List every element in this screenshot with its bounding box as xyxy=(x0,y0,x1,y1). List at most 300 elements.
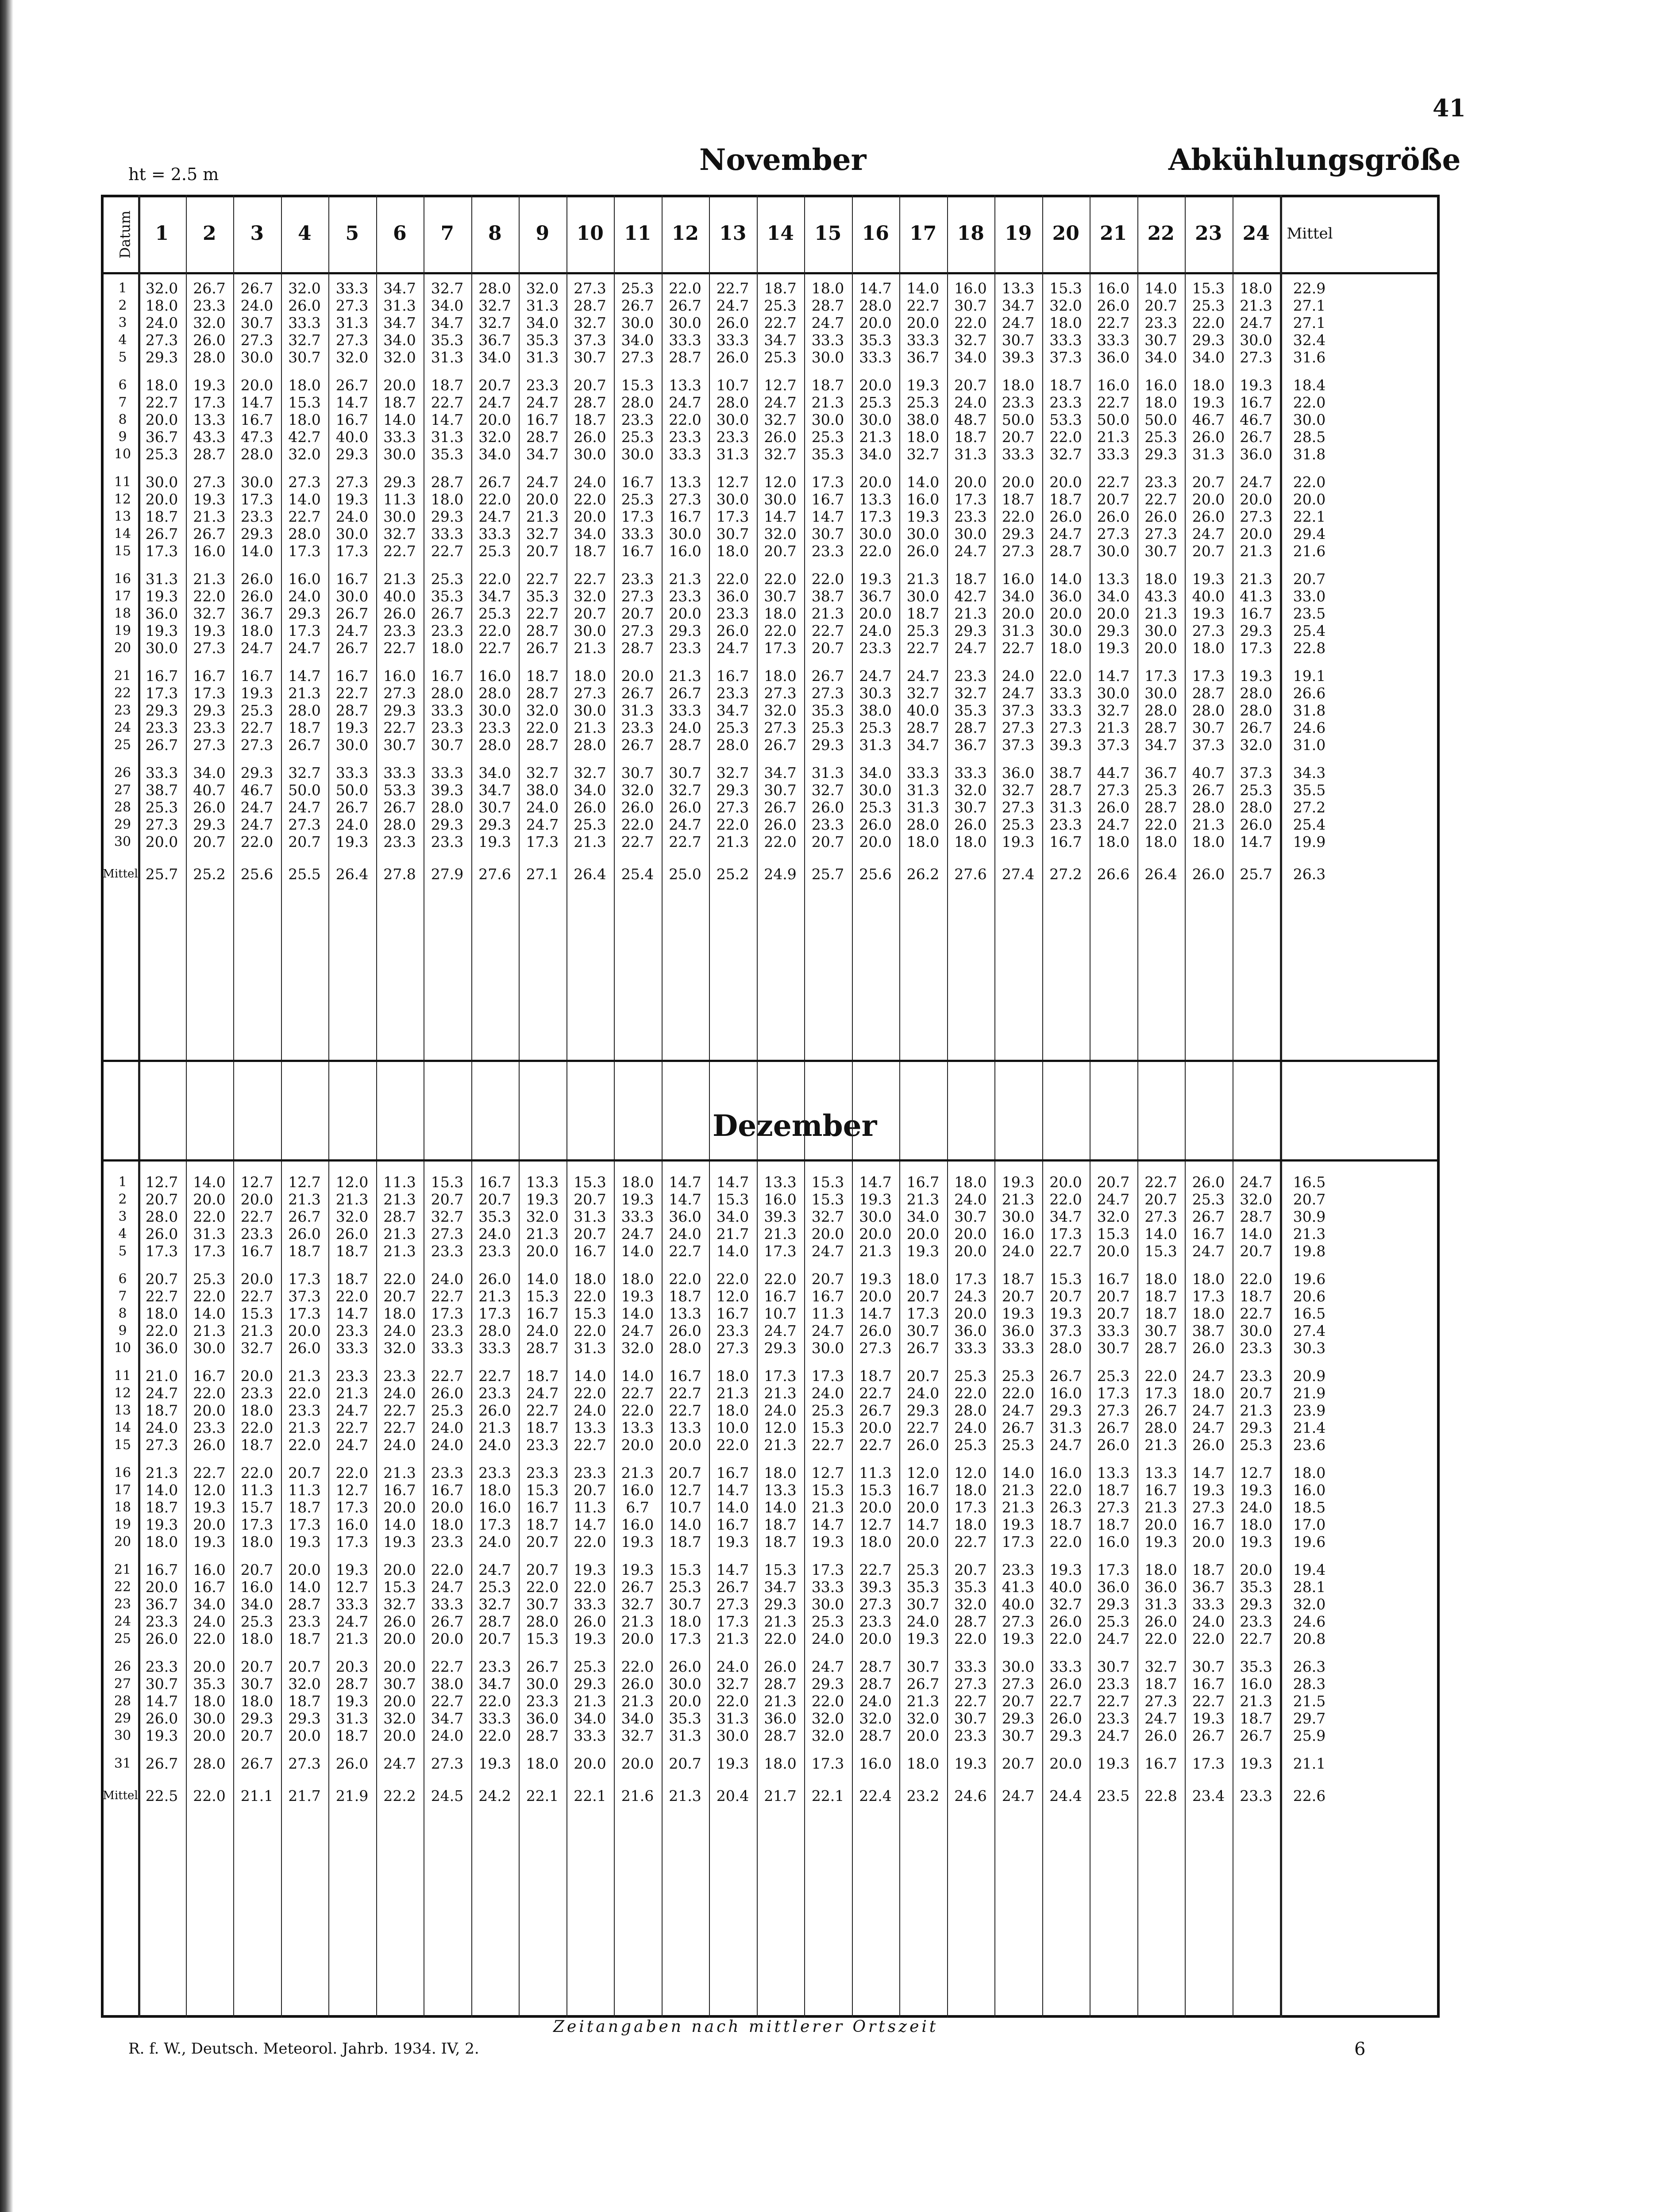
dezember-cell: 14.7 xyxy=(859,1305,892,1322)
dezember-cell: 20.7 xyxy=(478,1630,511,1647)
november-cell: 18.0 xyxy=(145,377,178,394)
november-cell: 36.7 xyxy=(859,588,892,605)
november-cell: 31.3 xyxy=(1049,799,1082,816)
november-cell: 38.7 xyxy=(145,781,178,799)
dezember-cell: 24.7 xyxy=(1192,1402,1225,1419)
dezember-cell: 27.3 xyxy=(1002,1675,1035,1693)
dezember-cell: 21.0 xyxy=(145,1367,178,1385)
dezember-cell: 32.0 xyxy=(1097,1208,1130,1225)
dezember-cell: 22.0 xyxy=(764,1630,797,1647)
november-cell: 28.7 xyxy=(1049,781,1082,799)
november-cell: 31.3 xyxy=(906,799,940,816)
dezember-cell: 32.0 xyxy=(859,1710,892,1727)
dezember-cell: 36.0 xyxy=(764,1710,797,1727)
dezember-cell: 20.7 xyxy=(1002,1288,1035,1305)
dezember-cell: 15.3 xyxy=(811,1191,844,1208)
dezember-cell: 28.0 xyxy=(478,1322,511,1339)
dezember-cell: 19.3 xyxy=(859,1191,892,1208)
november-mittel-cell: 26.4 xyxy=(574,866,606,883)
dezember-cell: 20.0 xyxy=(906,1499,940,1516)
november-cell: 33.3 xyxy=(478,525,511,542)
dezember-cell: 15.7 xyxy=(240,1499,274,1516)
dezember-cell: 15.3 xyxy=(811,1481,844,1499)
dezember-mittel-cell: 24.5 xyxy=(431,1787,464,1804)
november-row-mittel: 31.0 xyxy=(1293,736,1326,754)
column-divider xyxy=(757,195,758,2018)
dezember-cell: 15.3 xyxy=(431,1173,464,1191)
dezember-cell: 24.0 xyxy=(574,1402,606,1419)
dezember-cell: 33.3 xyxy=(621,1208,654,1225)
dezember-cell: 30.0 xyxy=(811,1596,844,1613)
dezember-cell: 18.0 xyxy=(621,1270,654,1288)
dezember-cell: 14.0 xyxy=(288,1578,321,1596)
november-cell: 26.0 xyxy=(1097,508,1130,525)
dezember-cell: 16.0 xyxy=(1240,1675,1272,1693)
november-day-label: 21 xyxy=(114,668,131,684)
dezember-cell: 17.3 xyxy=(1002,1533,1035,1550)
november-cell: 18.0 xyxy=(906,428,940,446)
november-cell: 14.0 xyxy=(1049,570,1082,588)
dezember-cell: 26.0 xyxy=(1192,1339,1225,1357)
november-cell: 28.7 xyxy=(574,297,606,314)
november-cell: 33.3 xyxy=(1097,331,1130,349)
dezember-cell: 35.3 xyxy=(1240,1578,1272,1596)
november-cell: 28.0 xyxy=(1192,702,1225,719)
dezember-cell: 20.3 xyxy=(335,1658,369,1675)
november-cell: 22.7 xyxy=(906,639,940,657)
november-cell: 30.7 xyxy=(669,764,701,781)
dezember-cell: 24.0 xyxy=(383,1436,416,1454)
november-day-label: 25 xyxy=(114,737,131,753)
column-divider xyxy=(899,195,900,2018)
november-cell: 33.3 xyxy=(669,446,701,463)
november-cell: 28.7 xyxy=(1192,685,1225,702)
dezember-cell: 14.7 xyxy=(716,1173,749,1191)
november-cell: 29.3 xyxy=(954,622,987,639)
dezember-cell: 19.3 xyxy=(335,1693,369,1710)
november-mittel-cell: 25.7 xyxy=(145,866,178,883)
november-cell: 30.0 xyxy=(716,411,749,428)
november-cell: 16.7 xyxy=(669,508,701,525)
november-cell: 27.3 xyxy=(574,280,606,297)
november-cell: 26.0 xyxy=(383,605,416,622)
november-cell: 30.7 xyxy=(240,314,274,331)
november-day-label: 1 xyxy=(118,281,127,296)
november-cell: 50.0 xyxy=(288,781,321,799)
dezember-row-mittel: 24.6 xyxy=(1293,1613,1326,1630)
dezember-cell: 20.0 xyxy=(193,1516,226,1533)
dezember-cell: 36.7 xyxy=(145,1596,178,1613)
dezember-cell: 16.7 xyxy=(574,1243,606,1260)
november-cell: 30.7 xyxy=(764,588,797,605)
november-cell: 23.3 xyxy=(383,833,416,850)
dezember-mittel-cell: 20.4 xyxy=(716,1787,749,1804)
november-cell: 32.0 xyxy=(478,428,511,446)
november-mittel-cell: 27.8 xyxy=(383,866,416,883)
november-cell: 22.7 xyxy=(526,570,559,588)
dezember-row-mittel: 28.1 xyxy=(1293,1578,1326,1596)
november-cell: 27.3 xyxy=(811,685,844,702)
november-cell: 28.0 xyxy=(1240,702,1272,719)
dezember-cell: 12.0 xyxy=(764,1419,797,1436)
november-cell: 24.0 xyxy=(669,719,701,736)
november-cell: 35.3 xyxy=(526,331,559,349)
dezember-cell: 14.0 xyxy=(621,1305,654,1322)
dezember-cell: 27.3 xyxy=(954,1675,987,1693)
dezember-cell: 19.3 xyxy=(335,1561,369,1578)
dezember-cell: 33.3 xyxy=(335,1596,369,1613)
november-row-mittel: 21.6 xyxy=(1293,542,1326,560)
november-cell: 34.7 xyxy=(1002,297,1035,314)
november-cell: 14.7 xyxy=(240,394,274,411)
november-cell: 22.0 xyxy=(1049,428,1082,446)
november-cell: 20.7 xyxy=(193,833,226,850)
november-cell: 40.0 xyxy=(906,702,940,719)
november-cell: 28.0 xyxy=(1192,799,1225,816)
dezember-cell: 28.0 xyxy=(1049,1339,1082,1357)
november-cell: 24.0 xyxy=(526,799,559,816)
column-divider xyxy=(1185,195,1186,2018)
dezember-cell: 14.0 xyxy=(574,1367,606,1385)
november-cell: 24.7 xyxy=(1240,473,1272,491)
november-cell: 37.3 xyxy=(1097,736,1130,754)
november-cell: 28.0 xyxy=(716,736,749,754)
november-cell: 22.0 xyxy=(621,816,654,833)
dezember-cell: 17.3 xyxy=(478,1305,511,1322)
november-cell: 23.3 xyxy=(431,622,464,639)
dezember-cell: 26.3 xyxy=(1049,1499,1082,1516)
november-cell: 30.0 xyxy=(859,411,892,428)
november-row-mittel: 26.6 xyxy=(1293,685,1326,702)
dezember-cell: 24.0 xyxy=(764,1402,797,1419)
dezember-cell: 18.7 xyxy=(1144,1675,1177,1693)
dezember-cell: 15.3 xyxy=(574,1305,606,1322)
dezember-cell: 21.3 xyxy=(716,1385,749,1402)
november-cell: 30.0 xyxy=(669,525,701,542)
november-cell: 21.3 xyxy=(716,833,749,850)
dezember-cell: 26.0 xyxy=(335,1225,369,1243)
november-cell: 19.3 xyxy=(335,719,369,736)
dezember-cell: 19.3 xyxy=(1144,1533,1177,1550)
dezember-cell: 16.0 xyxy=(764,1191,797,1208)
dezember-cell: 27.3 xyxy=(1192,1499,1225,1516)
dezember-cell: 16.7 xyxy=(764,1288,797,1305)
november-cell: 20.7 xyxy=(1144,297,1177,314)
dezember-cell: 28.7 xyxy=(764,1675,797,1693)
dezember-cell: 17.3 xyxy=(1097,1385,1130,1402)
dezember-cell: 19.3 xyxy=(1049,1561,1082,1578)
november-cell: 28.7 xyxy=(1144,719,1177,736)
november-cell: 23.3 xyxy=(954,667,987,685)
dezember-cell: 22.7 xyxy=(1049,1693,1082,1710)
dezember-cell: 32.7 xyxy=(431,1208,464,1225)
dezember-day-label: 2 xyxy=(118,1192,127,1207)
november-cell: 14.7 xyxy=(859,280,892,297)
november-cell: 40.0 xyxy=(1192,588,1225,605)
november-cell: 32.0 xyxy=(383,349,416,366)
november-cell: 29.3 xyxy=(145,349,178,366)
november-cell: 27.3 xyxy=(1097,781,1130,799)
dezember-cell: 23.3 xyxy=(431,1533,464,1550)
dezember-cell: 24.0 xyxy=(478,1533,511,1550)
november-cell: 26.0 xyxy=(764,428,797,446)
dezember-cell: 14.0 xyxy=(716,1499,749,1516)
november-cell: 32.7 xyxy=(764,446,797,463)
november-cell: 26.0 xyxy=(1097,297,1130,314)
dezember-cell: 14.0 xyxy=(716,1243,749,1260)
dezember-cell: 25.3 xyxy=(1240,1436,1272,1454)
header-hour-4: 4 xyxy=(297,222,312,245)
november-cell: 22.0 xyxy=(764,833,797,850)
dezember-cell: 20.7 xyxy=(145,1270,178,1288)
november-cell: 26.0 xyxy=(574,799,606,816)
november-cell: 35.3 xyxy=(431,588,464,605)
november-cell: 15.3 xyxy=(1049,280,1082,297)
november-cell: 28.0 xyxy=(574,736,606,754)
november-cell: 26.7 xyxy=(335,639,369,657)
november-cell: 14.0 xyxy=(288,491,321,508)
november-mittel-cell: 25.6 xyxy=(859,866,892,883)
november-cell: 20.0 xyxy=(1002,473,1035,491)
november-cell: 23.3 xyxy=(811,542,844,560)
november-cell: 26.7 xyxy=(1192,781,1225,799)
november-cell: 24.0 xyxy=(859,622,892,639)
dezember-cell: 20.7 xyxy=(526,1561,559,1578)
dezember-cell: 25.3 xyxy=(574,1658,606,1675)
dezember-cell: 24.7 xyxy=(145,1385,178,1402)
november-cell: 30.0 xyxy=(574,702,606,719)
dezember-cell: 27.3 xyxy=(1002,1613,1035,1630)
dezember-cell: 21.3 xyxy=(288,1419,321,1436)
november-mittel-cell: 25.2 xyxy=(716,866,749,883)
november-cell: 12.7 xyxy=(764,377,797,394)
dezember-cell: 30.0 xyxy=(193,1710,226,1727)
dezember-mittel-cell: 22.1 xyxy=(811,1787,844,1804)
dezember-cell: 19.3 xyxy=(1049,1305,1082,1322)
november-cell: 38.0 xyxy=(906,411,940,428)
november-cell: 20.7 xyxy=(1192,473,1225,491)
november-cell: 25.3 xyxy=(1002,816,1035,833)
dezember-cell: 13.3 xyxy=(764,1481,797,1499)
november-cell: 26.0 xyxy=(193,799,226,816)
november-cell: 20.7 xyxy=(288,833,321,850)
dezember-cell: 22.0 xyxy=(1240,1270,1272,1288)
november-cell: 34.0 xyxy=(954,349,987,366)
november-cell: 17.3 xyxy=(1144,667,1177,685)
november-cell: 30.0 xyxy=(574,446,606,463)
dezember-cell: 20.0 xyxy=(859,1419,892,1436)
november-cell: 34.0 xyxy=(574,781,606,799)
november-cell: 32.7 xyxy=(764,411,797,428)
november-cell: 33.3 xyxy=(431,764,464,781)
november-cell: 23.3 xyxy=(1049,816,1082,833)
dezember-cell: 18.7 xyxy=(669,1288,701,1305)
dezember-cell: 26.0 xyxy=(145,1225,178,1243)
dezember-cell: 32.0 xyxy=(383,1339,416,1357)
november-cell: 32.7 xyxy=(954,685,987,702)
dezember-row-mittel: 21.5 xyxy=(1293,1693,1326,1710)
november-cell: 24.7 xyxy=(716,297,749,314)
dezember-cell: 26.7 xyxy=(906,1339,940,1357)
november-cell: 22.7 xyxy=(478,639,511,657)
november-cell: 26.0 xyxy=(716,349,749,366)
november-cell: 34.7 xyxy=(431,314,464,331)
column-divider xyxy=(138,195,140,2018)
november-cell: 34.0 xyxy=(1144,349,1177,366)
dezember-cell: 22.0 xyxy=(954,1385,987,1402)
november-cell: 25.3 xyxy=(811,428,844,446)
dezember-cell: 22.0 xyxy=(240,1464,274,1481)
dezember-row-mittel: 32.0 xyxy=(1293,1596,1326,1613)
dezember-day-label: 10 xyxy=(114,1340,131,1356)
november-cell: 25.3 xyxy=(478,605,511,622)
dezember-cell: 19.3 xyxy=(1192,1710,1225,1727)
november-cell: 28.0 xyxy=(621,394,654,411)
november-cell: 11.3 xyxy=(383,491,416,508)
dezember-cell: 21.3 xyxy=(859,1243,892,1260)
dezember-cell: 22.7 xyxy=(669,1243,701,1260)
dezember-cell: 29.3 xyxy=(1097,1596,1130,1613)
november-cell: 29.3 xyxy=(478,816,511,833)
dezember-cell: 23.3 xyxy=(574,1464,606,1481)
november-cell: 24.7 xyxy=(811,314,844,331)
november-cell: 26.0 xyxy=(240,570,274,588)
november-cell: 18.0 xyxy=(1144,570,1177,588)
header-hour-16: 16 xyxy=(862,222,889,245)
november-cell: 22.0 xyxy=(478,570,511,588)
dezember-cell: 18.7 xyxy=(1192,1561,1225,1578)
dezember-cell: 24.7 xyxy=(1240,1173,1272,1191)
dezember-mittel-cell: 22.5 xyxy=(145,1787,178,1804)
november-cell: 30.7 xyxy=(1192,719,1225,736)
november-mittel-cell: 26.2 xyxy=(906,866,940,883)
november-row-mittel: 25.4 xyxy=(1293,816,1326,833)
november-cell: 30.0 xyxy=(906,588,940,605)
dezember-row-mittel: 21.3 xyxy=(1293,1225,1326,1243)
november-cell: 30.7 xyxy=(764,781,797,799)
dezember-cell: 19.3 xyxy=(478,1755,511,1772)
dezember-cell: 20.0 xyxy=(859,1499,892,1516)
dezember-cell: 21.3 xyxy=(1144,1436,1177,1454)
november-cell: 18.0 xyxy=(764,605,797,622)
dezember-cell: 22.7 xyxy=(1049,1243,1082,1260)
november-cell: 30.0 xyxy=(859,781,892,799)
november-cell: 33.3 xyxy=(335,764,369,781)
november-cell: 20.0 xyxy=(240,377,274,394)
dezember-cell: 14.0 xyxy=(193,1173,226,1191)
november-day-label: 17 xyxy=(114,589,131,604)
november-cell: 33.3 xyxy=(669,331,701,349)
november-cell: 27.3 xyxy=(1144,525,1177,542)
dezember-cell: 24.0 xyxy=(1192,1613,1225,1630)
dezember-cell: 37.3 xyxy=(1049,1322,1082,1339)
november-cell: 50.0 xyxy=(1002,411,1035,428)
dezember-cell: 31.3 xyxy=(1144,1596,1177,1613)
dezember-day-label: 3 xyxy=(118,1209,127,1224)
dezember-cell: 19.3 xyxy=(954,1755,987,1772)
november-cell: 26.0 xyxy=(1144,508,1177,525)
november-cell: 30.0 xyxy=(383,508,416,525)
november-cell: 16.0 xyxy=(1097,377,1130,394)
november-cell: 19.3 xyxy=(1240,667,1272,685)
november-cell: 28.0 xyxy=(431,685,464,702)
header-hour-14: 14 xyxy=(767,222,794,245)
dezember-cell: 12.7 xyxy=(859,1516,892,1533)
november-cell: 18.0 xyxy=(954,833,987,850)
dezember-cell: 20.0 xyxy=(906,1727,940,1744)
dezember-cell: 28.0 xyxy=(669,1339,701,1357)
november-cell: 22.0 xyxy=(1002,508,1035,525)
dezember-cell: 26.0 xyxy=(1144,1613,1177,1630)
dezember-cell: 20.0 xyxy=(621,1755,654,1772)
november-cell: 18.7 xyxy=(764,280,797,297)
dezember-mittel-total: 22.6 xyxy=(1293,1787,1326,1804)
november-cell: 32.7 xyxy=(288,764,321,781)
november-cell: 17.3 xyxy=(240,491,274,508)
dezember-cell: 20.7 xyxy=(1240,1243,1272,1260)
november-cell: 23.3 xyxy=(621,570,654,588)
november-cell: 30.3 xyxy=(859,685,892,702)
dezember-cell: 15.3 xyxy=(1049,1270,1082,1288)
dezember-cell: 24.3 xyxy=(954,1288,987,1305)
november-cell: 22.7 xyxy=(526,605,559,622)
november-cell: 23.3 xyxy=(1002,394,1035,411)
column-divider xyxy=(328,195,329,2018)
november-cell: 14.0 xyxy=(1144,280,1177,297)
november-cell: 28.0 xyxy=(1240,685,1272,702)
november-cell: 34.7 xyxy=(1144,736,1177,754)
november-cell: 23.3 xyxy=(240,508,274,525)
dezember-cell: 18.7 xyxy=(1002,1270,1035,1288)
november-row-mittel: 22.0 xyxy=(1293,473,1326,491)
dezember-cell: 18.7 xyxy=(1097,1516,1130,1533)
november-cell: 14.7 xyxy=(288,667,321,685)
november-cell: 20.0 xyxy=(1240,525,1272,542)
dezember-cell: 22.0 xyxy=(193,1288,226,1305)
dezember-cell: 21.3 xyxy=(906,1191,940,1208)
november-cell: 32.7 xyxy=(526,764,559,781)
dezember-cell: 19.3 xyxy=(526,1191,559,1208)
dezember-cell: 20.0 xyxy=(811,1225,844,1243)
section-rule-bottom xyxy=(101,1159,1440,1162)
dezember-cell: 15.3 xyxy=(764,1561,797,1578)
november-cell: 22.0 xyxy=(526,719,559,736)
november-cell: 18.7 xyxy=(954,428,987,446)
november-cell: 22.0 xyxy=(716,816,749,833)
november-cell: 22.0 xyxy=(716,570,749,588)
november-cell: 32.7 xyxy=(906,446,940,463)
dezember-cell: 32.0 xyxy=(1240,1191,1272,1208)
dezember-cell: 22.7 xyxy=(1144,1173,1177,1191)
dezember-cell: 17.3 xyxy=(716,1613,749,1630)
november-cell: 21.3 xyxy=(288,685,321,702)
dezember-cell: 26.7 xyxy=(1192,1727,1225,1744)
november-cell: 32.0 xyxy=(145,280,178,297)
dezember-cell: 23.3 xyxy=(335,1322,369,1339)
november-cell: 16.7 xyxy=(1049,833,1082,850)
dezember-cell: 30.0 xyxy=(1240,1322,1272,1339)
november-cell: 23.3 xyxy=(669,428,701,446)
november-cell: 32.0 xyxy=(526,280,559,297)
dezember-cell: 19.3 xyxy=(383,1533,416,1550)
dezember-cell: 19.3 xyxy=(811,1533,844,1550)
november-cell: 30.7 xyxy=(954,799,987,816)
dezember-cell: 24.0 xyxy=(431,1436,464,1454)
november-cell: 17.3 xyxy=(764,639,797,657)
dezember-cell: 32.7 xyxy=(621,1727,654,1744)
dezember-row-mittel: 29.7 xyxy=(1293,1710,1326,1727)
dezember-cell: 19.3 xyxy=(288,1533,321,1550)
